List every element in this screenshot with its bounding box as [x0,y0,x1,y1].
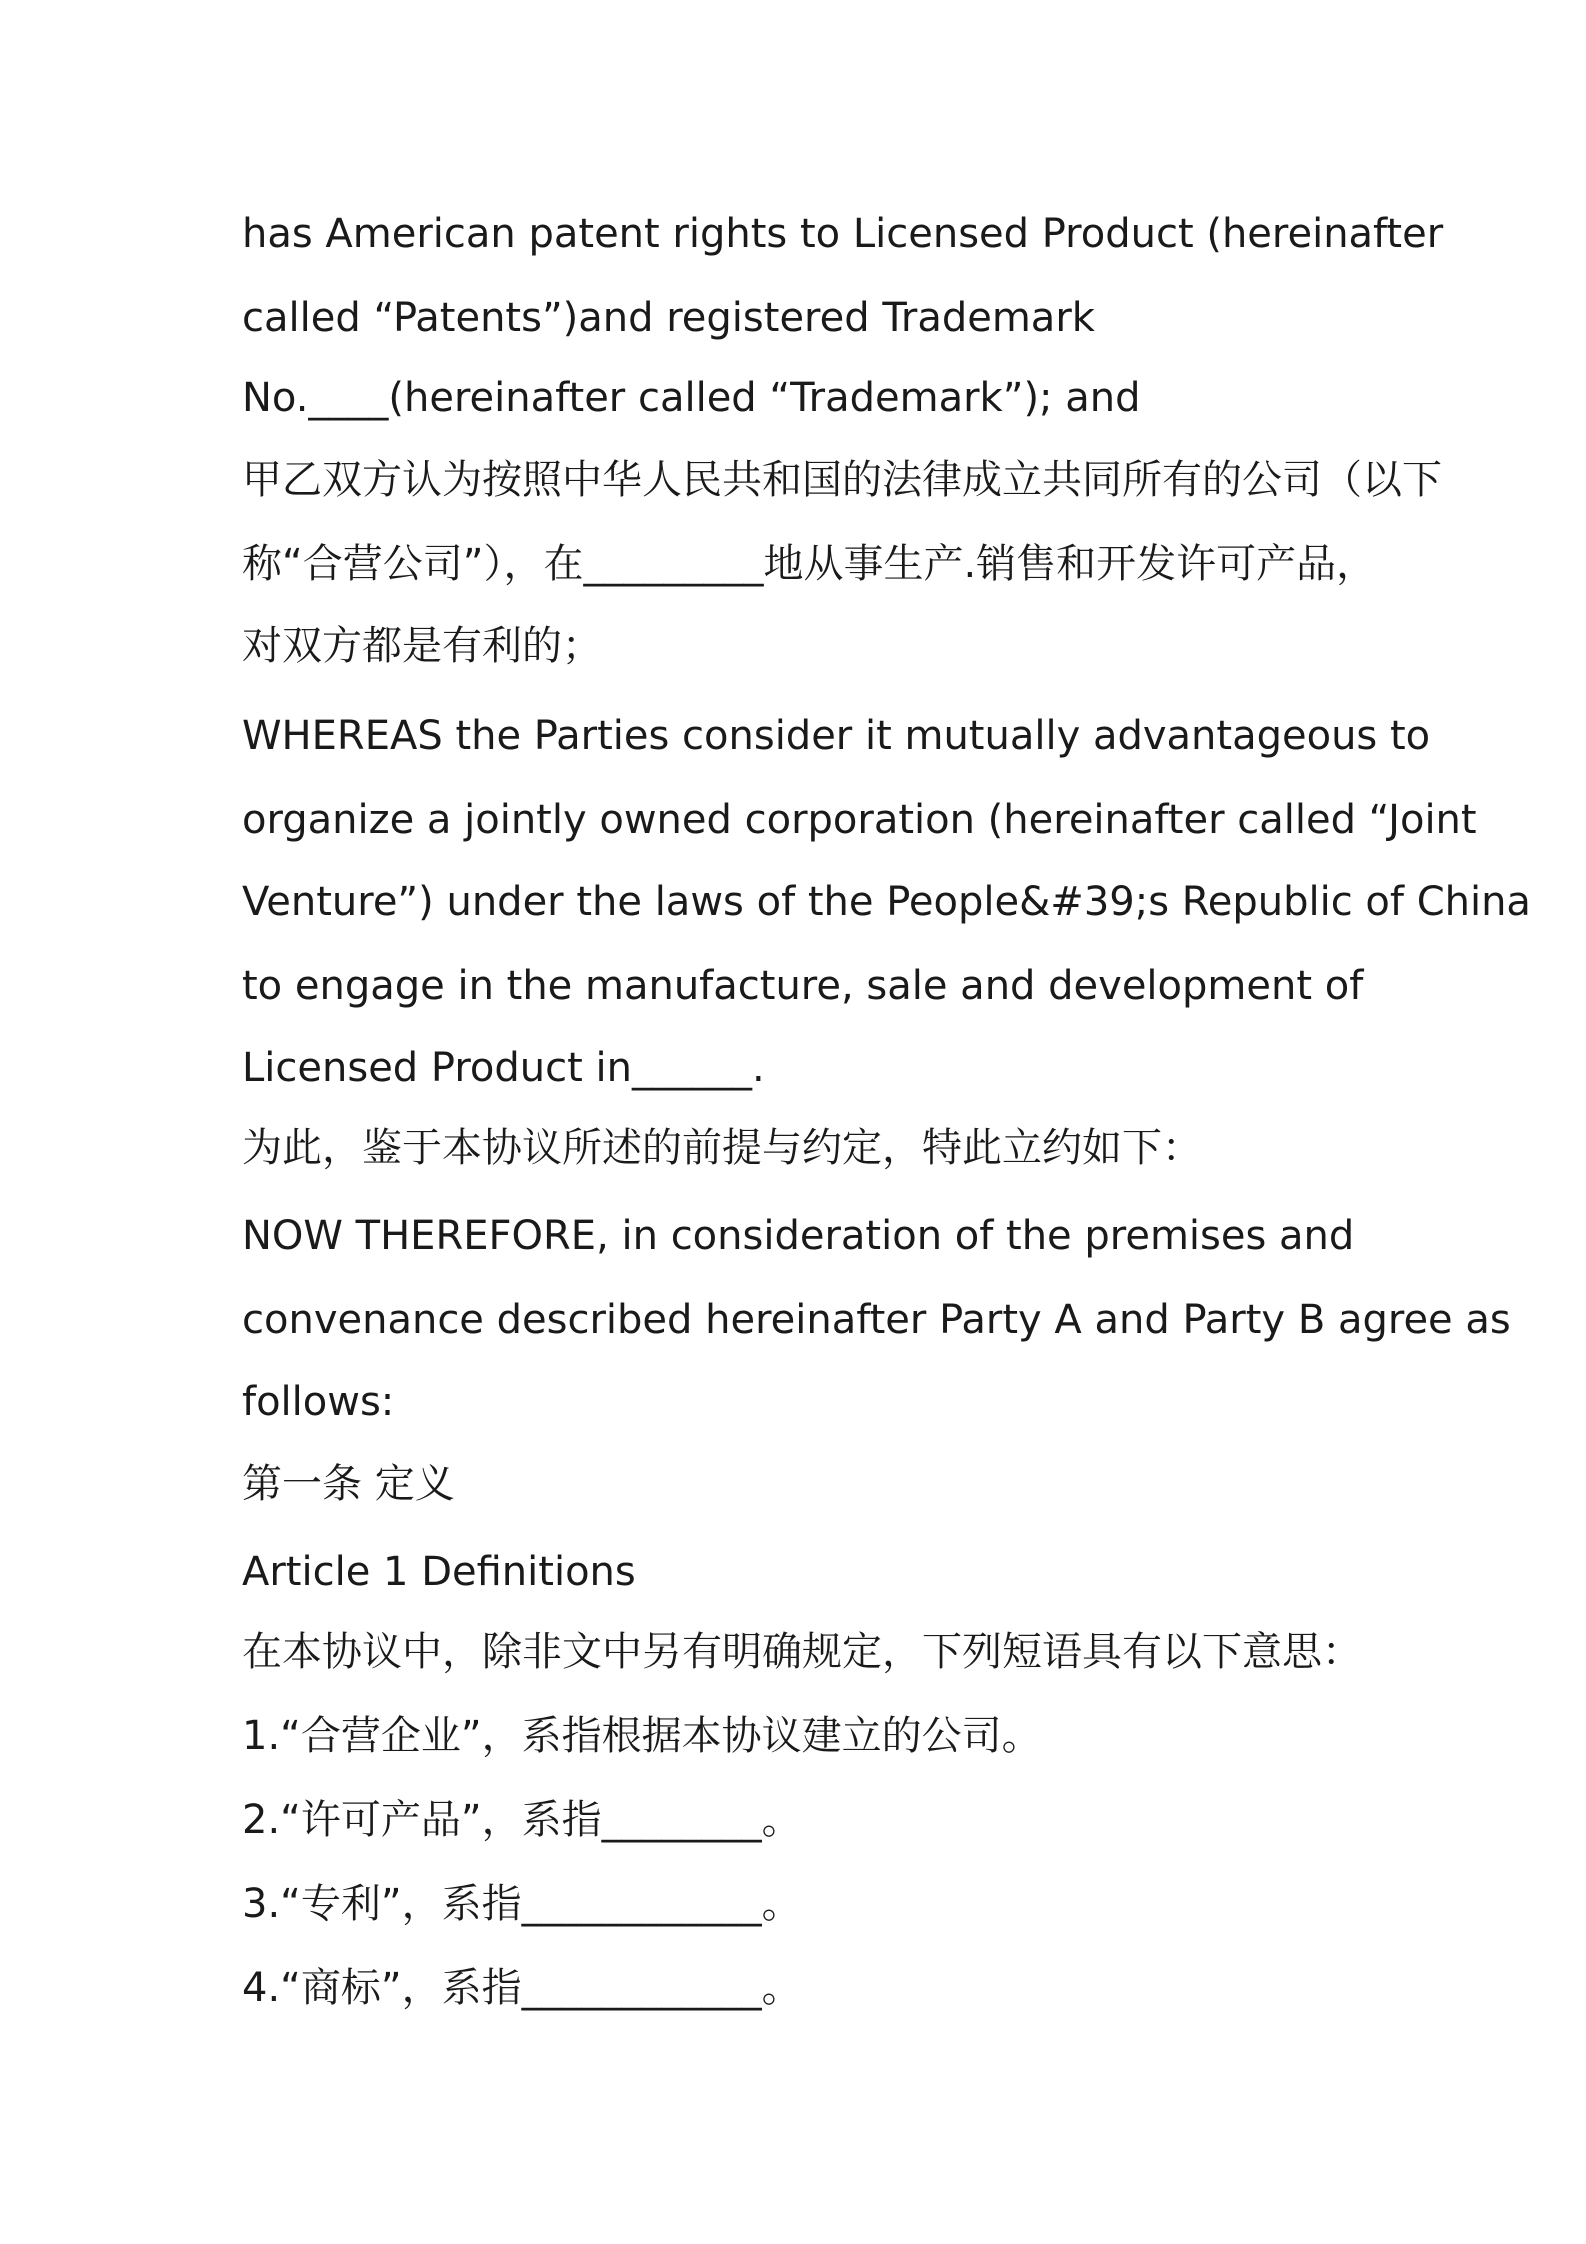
whereas-zh-line-3: 对双方都是有利的； [242,623,602,669]
now-therefore-line-2: convenance described hereinafter Party A and Party B agree as [242,1297,1511,1343]
definition-item-3: 3.“专利”，系指____________。 [242,1881,802,1927]
recital-patents-trademark-line: called “Patents”)and registered Trademark [242,295,1095,341]
definitions-intro-zh: 在本协议中，除非文中另有明确规定，下列短语具有以下意思： [242,1629,1362,1675]
now-therefore-line-1: NOW THEREFORE, in consideration of the premises and [242,1213,1355,1259]
definition-item-4: 4.“商标”，系指____________。 [242,1965,802,2011]
whereas-en-line-1: WHEREAS the Parties consider it mutually advantageous to [242,713,1431,759]
recital-patent-rights-line: has American patent rights to Licensed Product (hereinafter [242,211,1444,257]
definition-item-2: 2.“许可产品”，系指________。 [242,1797,802,1843]
whereas-en-line-3: Venture”) under the laws of the People&#39;s Republic of China [242,879,1531,925]
article-1-heading-en: Article 1 Definitions [242,1549,636,1595]
whereas-zh-line-1: 甲乙双方认为按照中华人民共和国的法律成立共同所有的公司（以下 [242,457,1442,503]
article-1-heading-zh: 第一条 定义 [242,1461,455,1507]
agreement-zh-line: 为此，鉴于本协议所述的前提与约定，特此立约如下： [242,1125,1202,1171]
whereas-en-line-4: to engage in the manufacture, sale and development of [242,963,1364,1009]
recital-trademark-number-line: No.____(hereinafter called “Trademark”); and [242,375,1141,421]
now-therefore-line-3: follows: [242,1379,395,1425]
definition-item-1: 1.“合营企业”，系指根据本协议建立的公司。 [242,1713,1042,1759]
whereas-zh-line-2: 称“合营公司”），在_________地从事生产.销售和开发许可产品， [242,541,1377,587]
whereas-en-line-2: organize a jointly owned corporation (hereinafter called “Joint [242,797,1477,843]
whereas-en-line-5: Licensed Product in______. [242,1045,765,1091]
